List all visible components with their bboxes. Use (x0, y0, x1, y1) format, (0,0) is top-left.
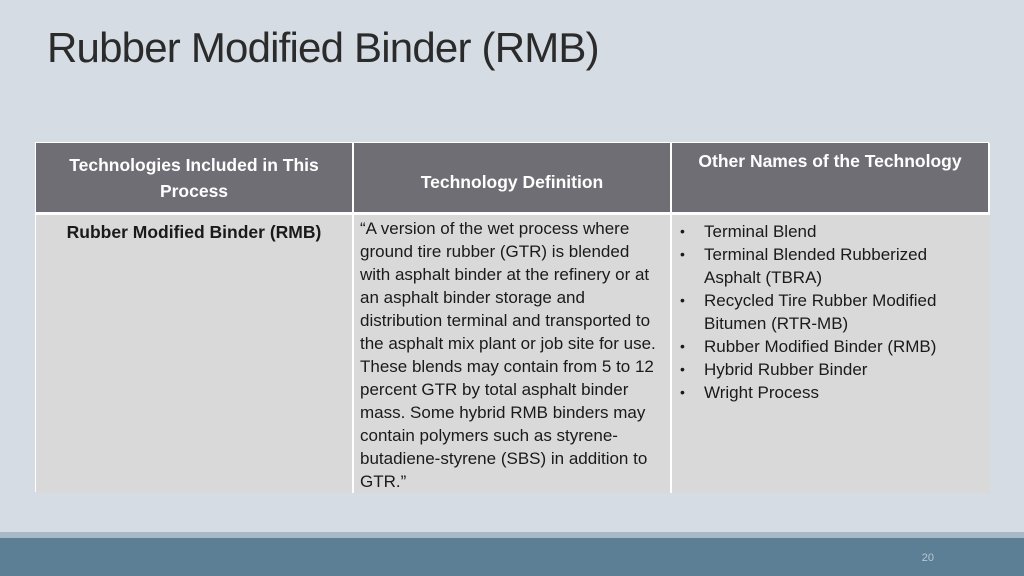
cell-definition: “A version of the wet process where ground tire rubber (GTR) is blended with asphalt binder at the refinery or at an asphalt binder storage and distribution terminal and transported to the asphalt mix plant or job site for use. These blends may contain from 5 to 12 percent GTR by total asphalt binder mass. Some hybrid RMB binders may contain polymers such as styrene-butadiene-styrene (SBS) in addition to GTR.” (354, 215, 672, 493)
list-item-label: Recycled Tire Rubber Modified Bitumen (RTR-MB) (704, 291, 937, 333)
list-item-label: Wright Process (704, 383, 819, 402)
list-item (678, 243, 986, 289)
slide-title: Rubber Modified Binder (RMB) (47, 24, 599, 71)
technology-table (35, 142, 989, 492)
header-technologies: Technologies Included in This Process (36, 143, 354, 215)
header-definition: Technology Definition (354, 143, 672, 215)
list-item-label: Terminal Blended Rubberized Asphalt (TBRA) (704, 245, 928, 287)
list-item (678, 220, 986, 243)
list-item (678, 381, 986, 404)
cell-technology: Rubber Modified Binder (RMB) (36, 215, 354, 493)
list-item-label: Rubber Modified Binder (RMB) (704, 337, 937, 356)
other-names-list (678, 220, 986, 404)
cell-other-names (672, 215, 990, 493)
slide-number: 20 (921, 552, 934, 564)
list-item (678, 289, 986, 335)
list-item-label: Terminal Blend (704, 222, 817, 241)
bullet-icon: • (680, 361, 685, 377)
bullet-icon: • (680, 338, 685, 354)
bullet-icon: • (680, 292, 685, 308)
bullet-icon: • (680, 384, 685, 400)
header-other-names: Other Names of the Technology (672, 143, 990, 215)
bullet-icon: • (680, 223, 685, 239)
list-item-label: Hybrid Rubber Binder (704, 360, 868, 379)
bullet-icon: • (680, 246, 685, 262)
footer-bar (0, 532, 1024, 576)
list-item (678, 335, 986, 358)
list-item (678, 358, 986, 381)
